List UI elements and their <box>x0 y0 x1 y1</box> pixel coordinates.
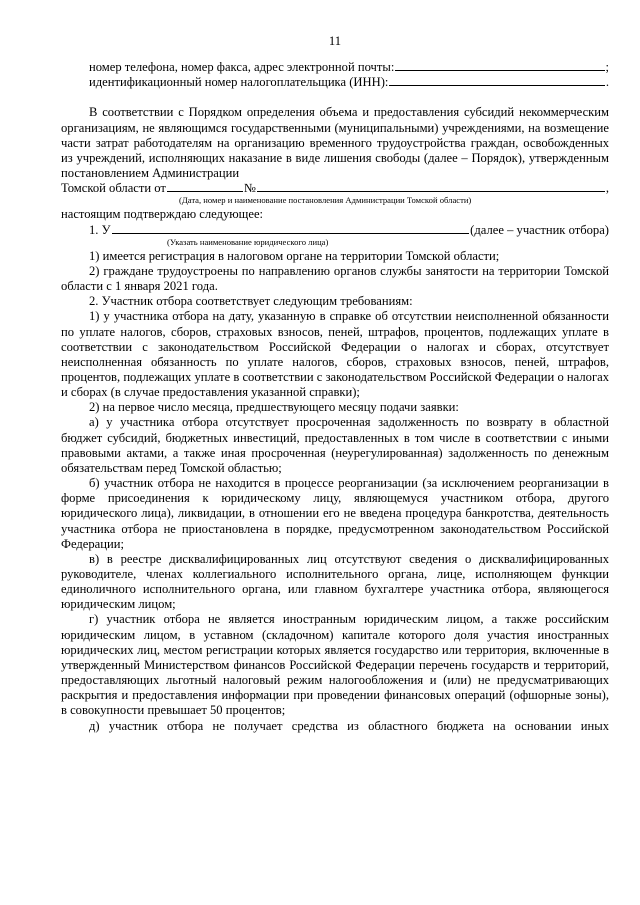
item2-v: в) в реестре дисквалифицированных лиц отсутствуют сведения о дисквалифицированных руководителе, членах коллегиального исполнительного органа, лице, исполняющем функции единоличного исполнительного органа, или главном бухгалтере участника отбора, являющегося юридическим лицом; <box>61 551 609 612</box>
phone-line <box>61 60 609 75</box>
resolution-number-field[interactable] <box>257 181 605 192</box>
item1-prefix: 1. У <box>89 222 111 237</box>
item2-sub1: 1) у участника отбора на дату, указанную в справке об отсутствии неисполненной обязанности по уплате налогов, сборов, страховых взносов, пеней, штрафов, процентов, подлежащих уплате в соответствии с законодательством Российской Федерации о налогах и сборах, отсутствует неисполненная обязанность по уплате налогов, сборов, страховых взносов, пеней, штрафов, процентов, подлежащих уплате в соответствии с законодательством Российской Федерации о налогах и сборах (в случае предоставления указанной справки); <box>61 309 609 400</box>
legal-entity-name-field[interactable] <box>112 223 470 234</box>
confirm-text: настоящим подтверждаю следующее: <box>61 207 264 222</box>
phone-blank-field[interactable] <box>395 60 604 71</box>
item2-heading: 2. Участник отбора соответствует следующим требованиям: <box>89 294 413 309</box>
item2-d: д) участник отбора не получает средства из областного бюджета на основании иных <box>89 718 609 733</box>
inn-blank-field[interactable] <box>389 75 604 86</box>
intro-paragraph: В соответствии с Порядком определения объема и предоставления субсидий некоммерческим организациям, не являющимся государственными (муниципальными) учреждениями, на возмещение части затрат работодателям на организацию временного трудоустройства граждан, освобожденных из учреждений, исполняющих наказание в виде лишения свободы (далее – Порядок), утвержденным постановлением Администрации <box>61 105 609 181</box>
number-sign: № <box>243 181 256 196</box>
item1-sub1: 1) имеется регистрация в налоговом органе на территории Томской области; <box>89 248 500 263</box>
resolution-caption: (Дата, номер и наименование постановления Администрации Томской области) <box>179 195 472 206</box>
item1-suffix: (далее – участник отбора) <box>470 222 609 237</box>
inn-line <box>61 75 609 90</box>
date-prefix: Томской области от <box>61 181 166 196</box>
inn-label: идентификационный номер налогоплательщика (ИНН): <box>89 75 389 90</box>
resolution-line <box>61 181 609 196</box>
item2-a: а) у участника отбора отсутствует просроченная задолженность по возврату в областной бюджет субсидий, бюджетных инвестиций, предоставленных в том числе в соответствии с иными правовыми актами, а также иная просроченная (неурегулированная) задолженность по денежным обязательствам перед Томской областью; <box>61 415 609 475</box>
item2-b: б) участник отбора не находится в процессе реорганизации (за исключением реорганизации в форме присоединения к юридическому лицу, являющемуся участником отбора, другого юридического лица), ликвидации, в отношении его не введена процедура банкротства, деятельность участника отбора не приостановлена в порядке, предусмотренном законодательством Российской Федерации; <box>61 476 609 551</box>
item2-sub2: 2) на первое число месяца, предшествующего месяцу подачи заявки: <box>89 400 459 415</box>
inn-end: . <box>605 75 609 90</box>
resolution-date-field[interactable] <box>167 181 243 192</box>
item2-g: г) участник отбора не является иностранным юридическим лицом, а также российским юридическим лицом, в уставном (складочном) капитале которого доля участия иностранных юридических лиц, местом регистрации которых является государство или территория, включенные в утвержденный Министерством финансов Российской Федерации перечень государств и территорий, предоставляющих льготный налоговый режим налогообложения и (или) не предусматривающих раскрытия и предоставления информации при проведении финансовых операций (офшорные зоны), в совокупности превышает 50 процентов; <box>61 612 609 718</box>
item1-line <box>61 223 609 238</box>
legal-entity-caption: (Указать наименование юридического лица) <box>167 236 329 247</box>
phone-end: ; <box>605 60 609 75</box>
date-end: , <box>605 181 609 196</box>
item1-sub2: 2) граждане трудоустроены по направлению органов службы занятости на территории Томской области с 1 января 2021 года. <box>61 263 609 294</box>
page-number: 11 <box>328 34 342 48</box>
phone-label: номер телефона, номер факса, адрес электронной почты: <box>89 60 395 75</box>
